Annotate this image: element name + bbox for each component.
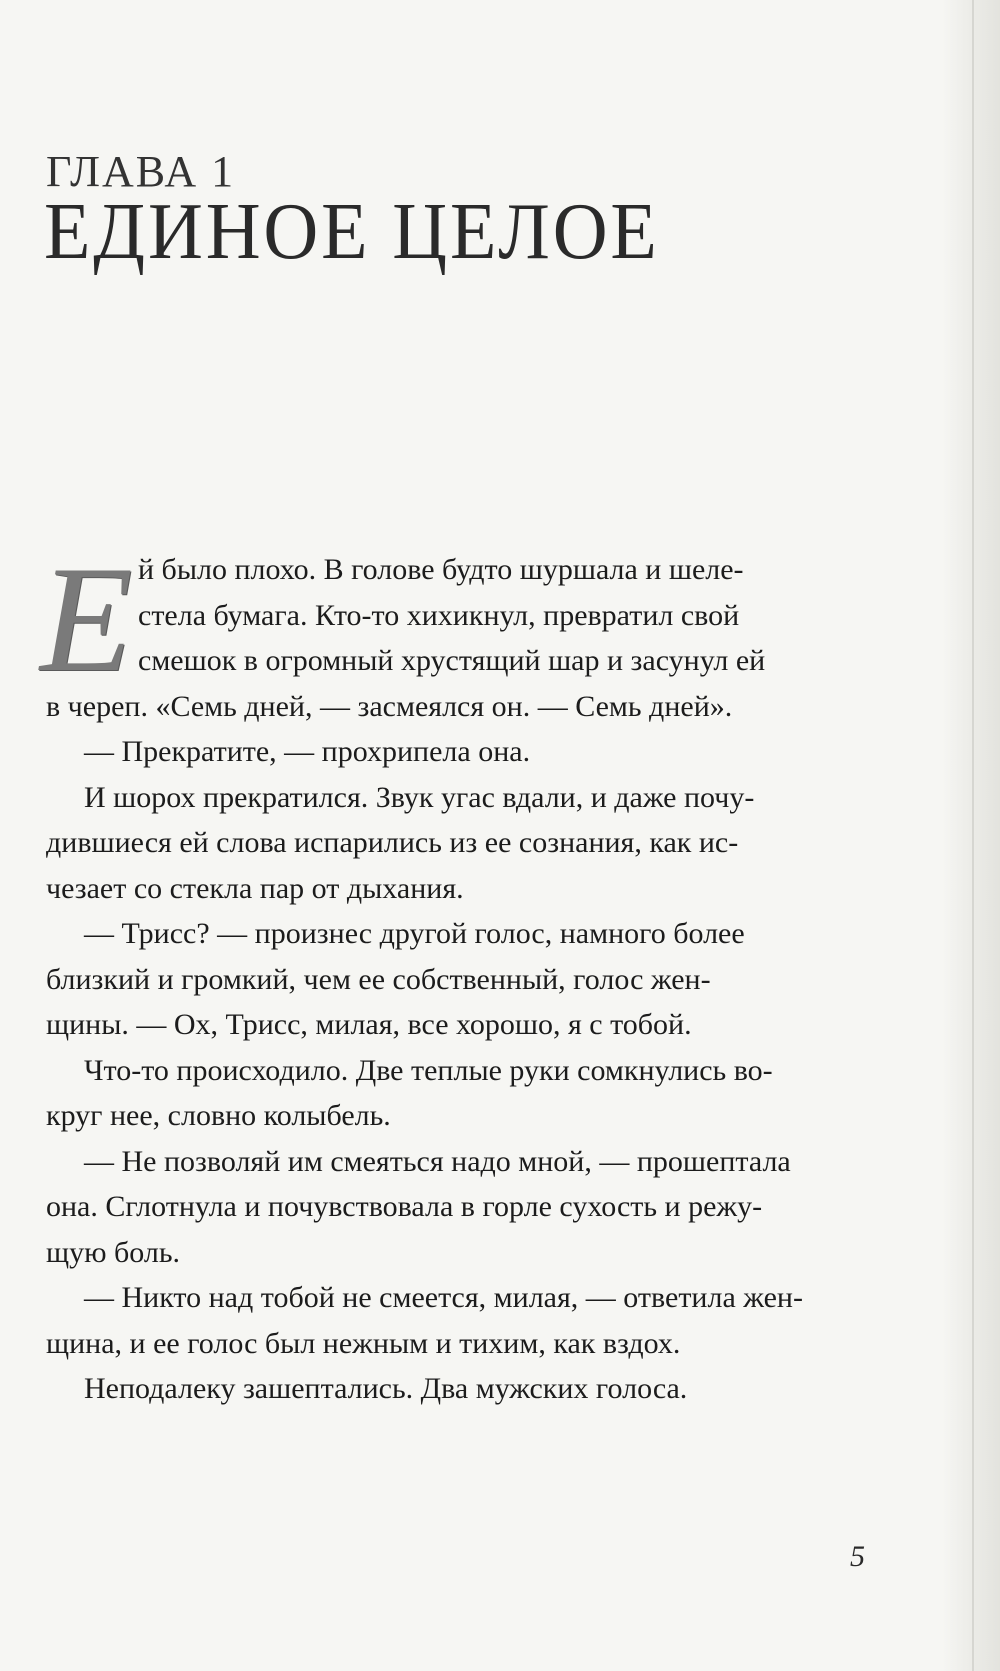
drop-cap: Е [40, 535, 133, 703]
text-line: чезает со стекла пар от дыхания. [46, 871, 464, 905]
text-line: в череп. «Семь дней, — засмеялся он. — Семь дней». [46, 689, 733, 723]
text-line: — Никто над тобой не смеется, милая, — ответила жен- [84, 1281, 803, 1314]
chapter-title: ЕДИНОЕ ЦЕЛОЕ [44, 188, 660, 276]
text-line: дившиеся ей слова испарились из ее сознания, как ис- [46, 826, 739, 859]
text-line: — Трисс? — произнес другой голос, намного более [84, 917, 745, 950]
text-line: — Не позволяй им смеяться надо мной, — прошептала [84, 1144, 791, 1178]
text-line: Неподалеку зашептались. Два мужских голоса. [84, 1372, 688, 1405]
text-line: й было плохо. В голове будто шуршала и шеле- [138, 553, 744, 586]
text-line: близкий и громкий, чем ее собственный, голос жен- [46, 962, 711, 996]
chapter-label: ГЛАВА 1 [46, 147, 236, 196]
text-line: стела бумага. Кто-то хихикнул, превратил свой [138, 598, 740, 632]
text-line: И шорох прекратился. Звук угас вдали, и даже почу- [84, 780, 755, 814]
text-line: щины. — Ох, Трисс, милая, все хорошо, я с тобой. [46, 1008, 692, 1041]
text-line: щина, и ее голос был нежным и тихим, как вздох. [46, 1326, 681, 1360]
text-line: смешок в огромный хрустящий шар и засунул ей [138, 644, 766, 677]
text-line: — Прекратите, — прохрипела она. [84, 735, 531, 768]
text-line: круг нее, словно колыбель. [46, 1099, 391, 1132]
body-text [40, 535, 896, 1412]
text-line: она. Сглотнула и почувствовала в горле сухость и режу- [46, 1190, 763, 1223]
page-number: 5 [850, 1540, 865, 1573]
text-line: щую боль. [46, 1235, 181, 1269]
page-edge [942, 0, 1000, 1671]
text-line: Что-то происходило. Две теплые руки сомкнулись во- [84, 1053, 773, 1087]
